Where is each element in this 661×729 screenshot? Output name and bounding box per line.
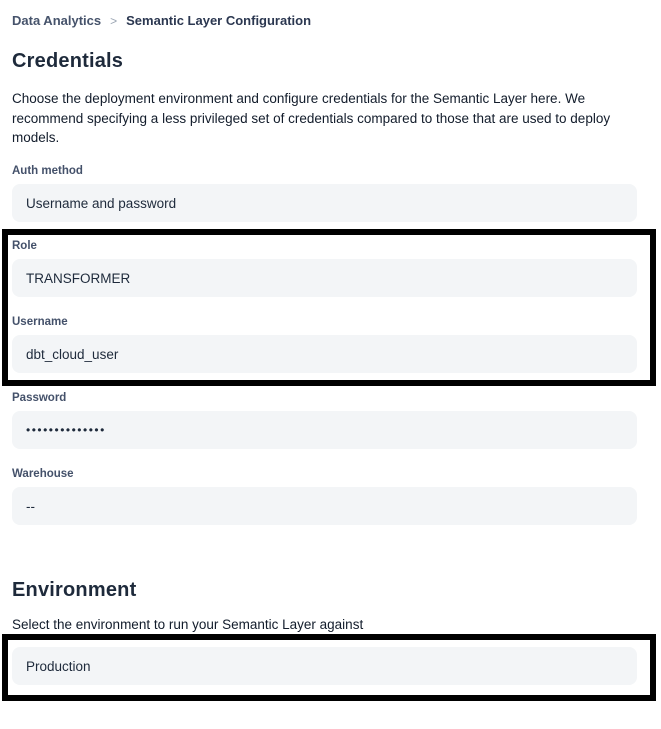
environment-value: Production (26, 658, 91, 674)
credentials-section-title: Credentials (12, 50, 124, 72)
environment-section-title: Environment (12, 579, 137, 602)
credentials-description: Choose the deployment environment and configure credentials for the Semantic Layer here. We recommend specifying a less privileged set of credentials compared to those that are used to deploy models. (12, 91, 611, 146)
auth-method-label: Auth method (12, 165, 83, 178)
role-label: Role (12, 240, 37, 253)
warehouse-value: -- (26, 498, 35, 514)
chevron-right-icon: > (110, 14, 118, 28)
password-masked-value: •••••••••••••• (26, 423, 106, 438)
highlight-box-credentials (2, 229, 656, 386)
warehouse-label: Warehouse (12, 468, 74, 481)
password-label: Password (12, 392, 67, 405)
role-field[interactable] (12, 259, 637, 297)
auth-method-field[interactable] (12, 184, 637, 222)
username-value: dbt_cloud_user (26, 346, 119, 362)
username-field[interactable] (12, 335, 637, 373)
breadcrumb-item-data-analytics[interactable]: Data Analytics (12, 13, 102, 28)
role-value: TRANSFORMER (26, 270, 131, 286)
warehouse-field[interactable] (12, 487, 637, 525)
username-label: Username (12, 316, 68, 329)
auth-method-value: Username and password (26, 195, 177, 211)
environment-description: Select the environment to run your Semantic Layer against (12, 617, 364, 633)
password-field[interactable] (12, 411, 637, 449)
environment-field[interactable] (12, 647, 637, 685)
breadcrumb-item-semantic-layer-configuration: Semantic Layer Configuration (126, 13, 312, 28)
semantic-layer-configuration-page (0, 13, 661, 729)
highlight-box-environment (2, 634, 656, 701)
breadcrumb (12, 13, 637, 29)
